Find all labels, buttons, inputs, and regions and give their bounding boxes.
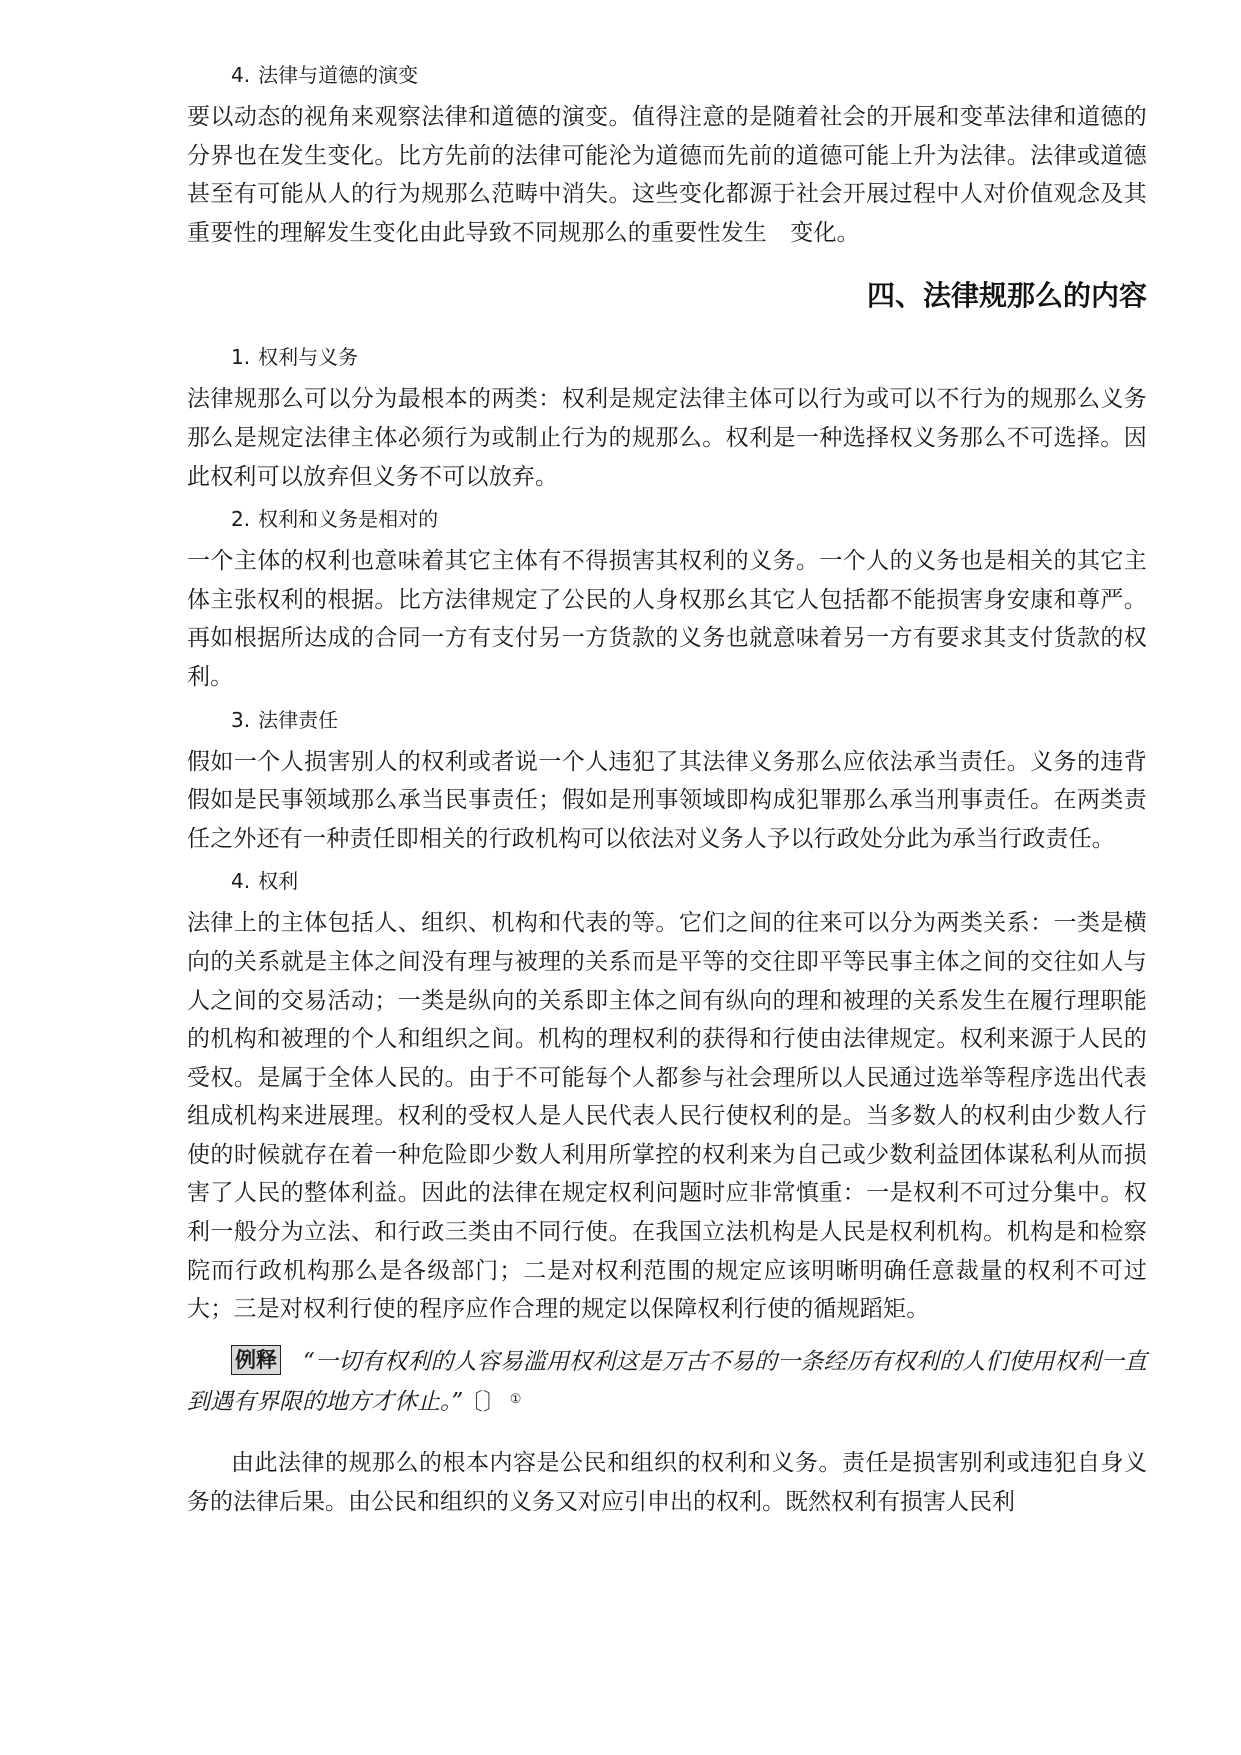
subheading-power [187,864,1147,898]
subheading-number: 3. [231,707,251,732]
document-page [187,58,1147,1521]
subheading-number: 2. [231,507,251,532]
paragraph-power: 法律上的主体包括人、组织、机构和代表的等。它们之间的往来可以分为两类关系：一类是横向的关系就是主体之间没有理与被理的关系而是平等的交往即平等民事主体之间的交往如人与人之间的交易活动；一类是纵向的关系即主体之间有纵向的理和被理的关系发生在履行理职能的机构和被理的个人和组织之间。机构的理权利的获得和行使由法律规定。权利来源于人民的受权。是属于全体人民的。由于不可能每个人都参与社会理所以人民通过选举等程序选出代表组成机构来进展理。权利的受权人是人民代表人民行使权利的是。当多数人的权利由少数人行使的时候就存在着一种危险即少数人利用所掌控的权利来为自己或少数利益团体谋私利从而损害了人民的整体利益。因此的法律在规定权利问题时应非常慎重：一是权利不可过分集中。权利一般分为立法、和行政三类由不同行使。在我国立法机构是人民是权利机构。机构是和检察院而行政机构那么是各级部门；二是对权利范围的规定应该明晰明确任意裁量的权利不可过大；三是对权利行使的程序应作合理的规定以保障权利行使的循规蹈矩。 [187,910,1147,1323]
subheading-title: 权利和义务是相对的 [258,507,439,532]
subheading-title: 法律与道德的演变 [258,63,419,87]
section-title: 四、法律规那么的内容 [866,279,1147,313]
subheading-law-morality-evolution [187,58,1147,92]
paragraph-legal-liability: 假如一个人损害别人的权利或者说一个人违犯了其法律义务那么应依法承当责任。义务的违背假如是民事领域那么承当民事责任；假如是刑事领域即构成犯罪那么承当刑事责任。在两类责任之外还有一种责任即相关的行政机构可以依法对义务人予以行政处分此为承当行政责任。 [187,748,1147,852]
subheading-rights-duties-relative [187,502,1147,536]
paragraph-law-morality-evolution: 要以动态的视角来观察法律和道德的演变。值得注意的是随着社会的开展和变革法律和道德的分界也在发生变化。比方先前的法律可能沦为道德而先前的道德可能上升为法律。法律或道德甚至有可能从人的行为规那么范畴中消失。这些变化都源于社会开展过程中人对价值观念及其重要性的理解发生变化由此导致不同规那么的重要性发生 变化。 [187,104,1147,246]
subheading-legal-liability [187,703,1147,737]
subheading-number: 4. [231,869,251,894]
example-badge: 例释 [231,1345,281,1375]
subheading-number: 1. [231,345,251,370]
paragraph-rights-duties-relative: 一个主体的权利也意味着其它主体有不得损害其权利的义务。一个人的义务也是相关的其它主体主张权利的根据。比方法律规定了公民的人身权那幺其它人包括都不能损害身安康和尊严。再如根据所达成的合同一方有支付另一方货款的义务也就意味着另一方有要求其支付货款的权利。 [187,548,1147,690]
subheading-number: 4. [231,63,251,87]
subheading-title: 法律责任 [258,707,339,732]
paragraph-rights-duties: 法律规那么可以分为最根本的两类：权利是规定法律主体可以行为或可以不行为的规那么义务那么是规定法律主体必须行为或制止行为的规那么。权利是一种选择权义务那么不可选择。因此权利可以放弃但义务不可以放弃。 [187,386,1147,490]
reference-bracket: 〔〕 [471,1389,506,1416]
example-quote-text: “一切有权利的人容易滥用权利这是万古不易的一条经历有权利的人们使用权利一直到遇有界限的地方才休止。” [187,1348,1147,1416]
footnote-marker[interactable]: ① [509,1392,522,1408]
subheading-title: 权利与义务 [258,345,359,370]
example-quote [187,1343,1147,1422]
subheading-rights-duties [187,340,1147,374]
paragraph-closing: 由此法律的规那么的根本内容是公民和组织的权利和义务。责任是损害别利或违犯自身义务的法律后果。由公民和组织的义务又对应引申出的权利。既然权利有损害人民利 [187,1450,1147,1515]
subheading-title: 权利 [258,869,299,894]
